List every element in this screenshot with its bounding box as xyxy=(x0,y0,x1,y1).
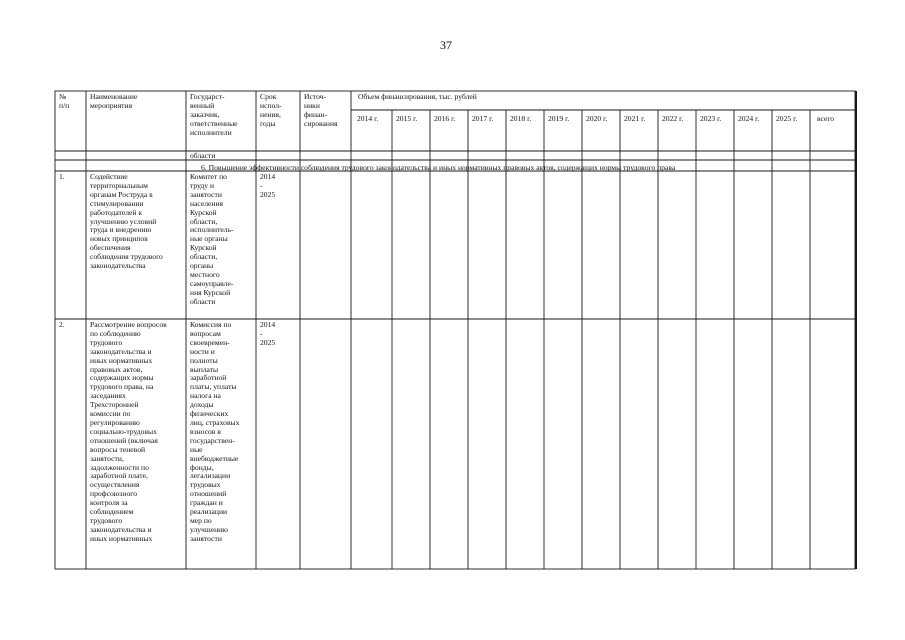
row-1-name: Содействие территориальным органам Роструда в стимулировании работодателей к улучшению условий труда и внедрению новых принципов обеспечения соблюдения трудового законодательства xyxy=(90,172,163,271)
row-2-term: 2014 - 2025 xyxy=(260,320,276,347)
year-total: всего xyxy=(817,114,835,123)
year-2019: 2019 г. xyxy=(548,114,570,123)
carry-over-text: области xyxy=(190,151,216,160)
year-2017: 2017 г. xyxy=(472,114,494,123)
year-2024: 2024 г. xyxy=(738,114,760,123)
year-2025: 2025 г. xyxy=(776,114,798,123)
row-2-name: Рассмотрение вопросов по соблюдению трудового законодательства и иных нормативных правовых актов, содержащих нормы трудового права, на заседаниях Трехсторонней комиссии по регулированию социально-трудовых отношений (включая вопросы теневой занятости, задолженности по заработной плате, осуществления профсоюзного контроля за соблюдением трудового законодательства и иных нормативных xyxy=(90,320,167,543)
row-2-customer: Комиссия по вопросам своевремен- ности и полноты выплаты заработной платы, уплаты налога на доходы физических лиц, страховых взносов в государствен- ные внебюджетные фонды, легализации трудовых отношений граждан и реализации мер по улучшению занятости xyxy=(190,320,240,543)
year-2020: 2020 г. xyxy=(586,114,608,123)
year-2014: 2014 г. xyxy=(357,114,379,123)
year-2022: 2022 г. xyxy=(662,114,684,123)
year-2015: 2015 г. xyxy=(396,114,418,123)
row-1-num: 1. xyxy=(59,172,65,181)
row-1-customer: Комитет по труду и занятости населения Курской области, исполнитель- ные органы Курской области, органы местного самоуправле- ния Курской области xyxy=(190,172,234,306)
year-2021: 2021 г. xyxy=(624,114,646,123)
row-1-term: 2014 - 2025 xyxy=(260,172,276,199)
header-name: Наименование мероприятия xyxy=(90,92,138,110)
page-number: 37 xyxy=(440,38,452,52)
year-2023: 2023 г. xyxy=(700,114,722,123)
header-customer: Государст- венный заказчик, ответственные исполнители xyxy=(190,92,238,137)
header-volume: Объем финансирования, тыс. рублей xyxy=(358,92,477,101)
header-source: Источ- ники финан- сирования xyxy=(304,92,338,128)
header-term: Срок испол- нения, годы xyxy=(260,92,282,128)
year-2018: 2018 г. xyxy=(510,114,532,123)
section-title: 6. Повышение эффективности соблюдения трудового законодательства и иных нормативных правовых актов, содержащих нормы трудового права xyxy=(201,163,676,172)
row-2-num: 2. xyxy=(59,320,65,329)
header-num: № п/п xyxy=(59,92,70,110)
year-2016: 2016 г. xyxy=(434,114,456,123)
